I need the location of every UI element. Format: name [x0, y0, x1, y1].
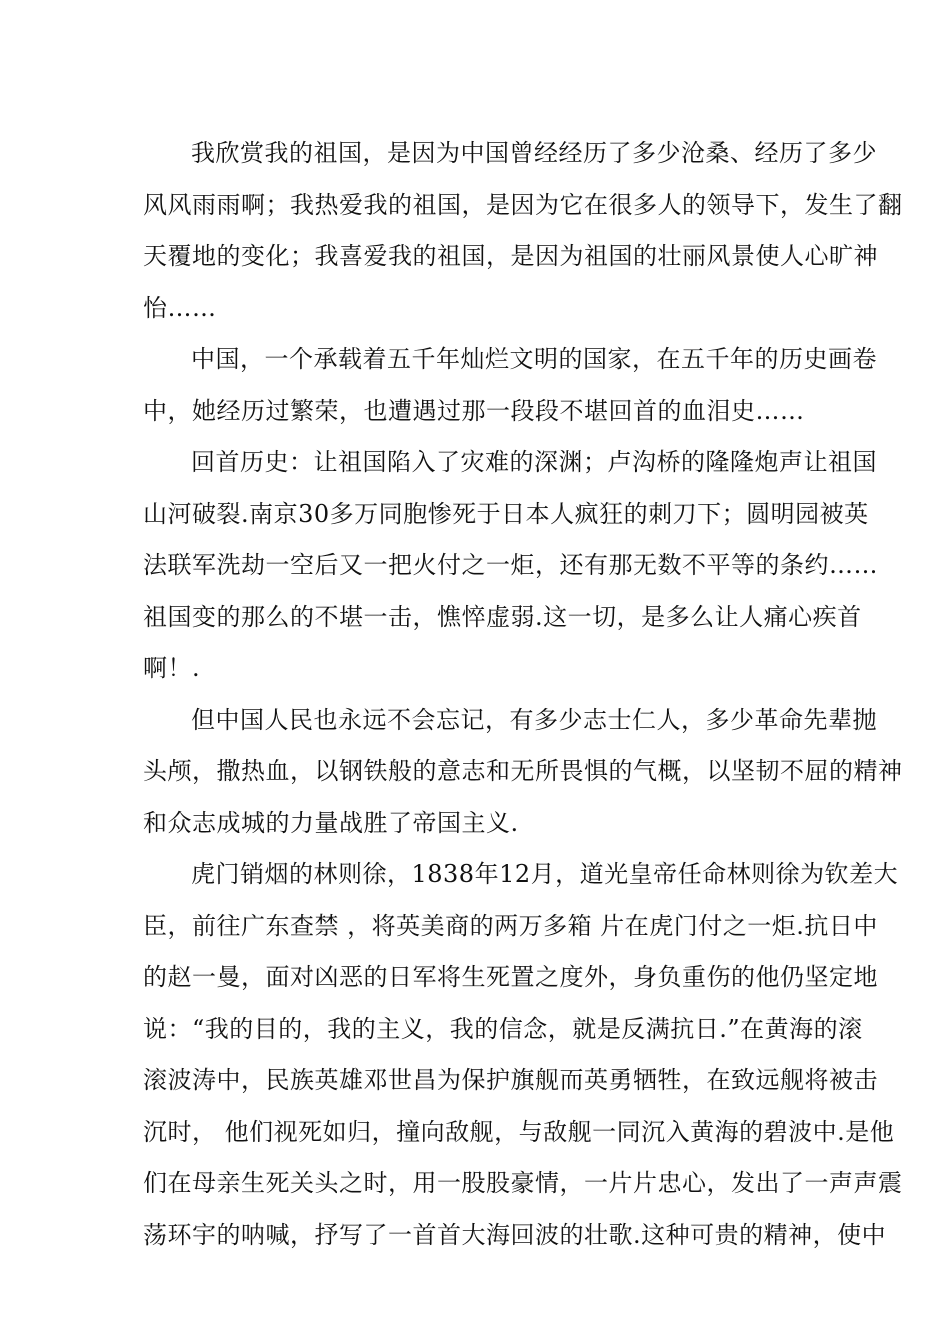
text-line: 中国，一个承载着五千年灿烂文明的国家，在五千年的历史画卷 — [191, 345, 877, 373]
paragraph-5 — [143, 849, 903, 1261]
paragraph-1 — [143, 128, 903, 334]
text-line: 祖国变的那么的不堪一击，憔悴虚弱.这一切，是多么让人痛心疾首 — [143, 602, 862, 631]
text-line: 风风雨雨啊；我热爱我的祖国，是因为它在很多人的领导下，发生了翻 — [143, 190, 903, 219]
essay-body — [143, 128, 903, 1261]
text-line: 我欣赏我的祖国，是因为中国曾经经历了多少沧桑、经历了多少 — [191, 139, 877, 167]
text-line: 和众志成城的力量战胜了帝国主义. — [143, 808, 519, 837]
text-line: 们在母亲生死关头之时，用一股股豪情，一片片忠心，发出了一声声震 — [143, 1169, 903, 1197]
text-line: 臣，前往广东查禁 ，将英美商的两万多箱 片在虎门付之一炬.抗日中 — [143, 911, 878, 940]
text-line: 回首历史：让祖国陷入了灾难的深渊；卢沟桥的隆隆炮声让祖国 — [191, 448, 877, 476]
text-line: 的赵一曼，面对凶恶的日军将生死置之度外，身负重伤的他仍坚定地 — [143, 963, 878, 991]
text-line: 山河破裂.南京30多万同胞惨死于日本人疯狂的刺刀下；圆明园被英 — [143, 499, 869, 528]
text-line: 啊！. — [143, 654, 201, 682]
text-line: 中，她经历过繁荣，也遭遇过那一段段不堪回首的血泪史…… — [143, 396, 805, 425]
text-line: 法联军洗劫一空后又一把火付之一炬，还有那无数不平等的条约…… — [143, 551, 878, 579]
text-line: 荡环宇的呐喊，抒写了一首首大海回波的壮歌.这种可贵的精神，使中 — [143, 1220, 887, 1249]
text-line: 说：“我的目的，我的主义，我的信念，就是反满抗日.”在黄海的滚 — [143, 1014, 863, 1043]
text-line: 但中国人民也永远不会忘记，有多少志士仁人，多少革命先辈抛 — [191, 705, 877, 734]
text-line: 沉时， 他们视死如归，撞向敌舰，与敌舰一同沉入黄海的碧波中.是他 — [143, 1117, 895, 1146]
text-line: 虎门销烟的林则徐，1838年12月，道光皇帝任命林则徐为钦差大 — [191, 860, 899, 888]
paragraph-3 — [143, 437, 878, 695]
paragraph-4 — [143, 695, 903, 850]
paragraph-2 — [143, 334, 877, 437]
text-line: 怡…… — [143, 293, 217, 322]
text-line: 头颅，撒热血，以钢铁般的意志和无所畏惧的气概，以坚韧不屈的精神 — [143, 757, 903, 785]
text-line: 天覆地的变化；我喜爱我的祖国，是因为祖国的壮丽风景使人心旷神 — [143, 242, 878, 270]
text-line: 滚波涛中，民族英雄邓世昌为保护旗舰而英勇牺牲，在致远舰将被击 — [143, 1066, 878, 1094]
